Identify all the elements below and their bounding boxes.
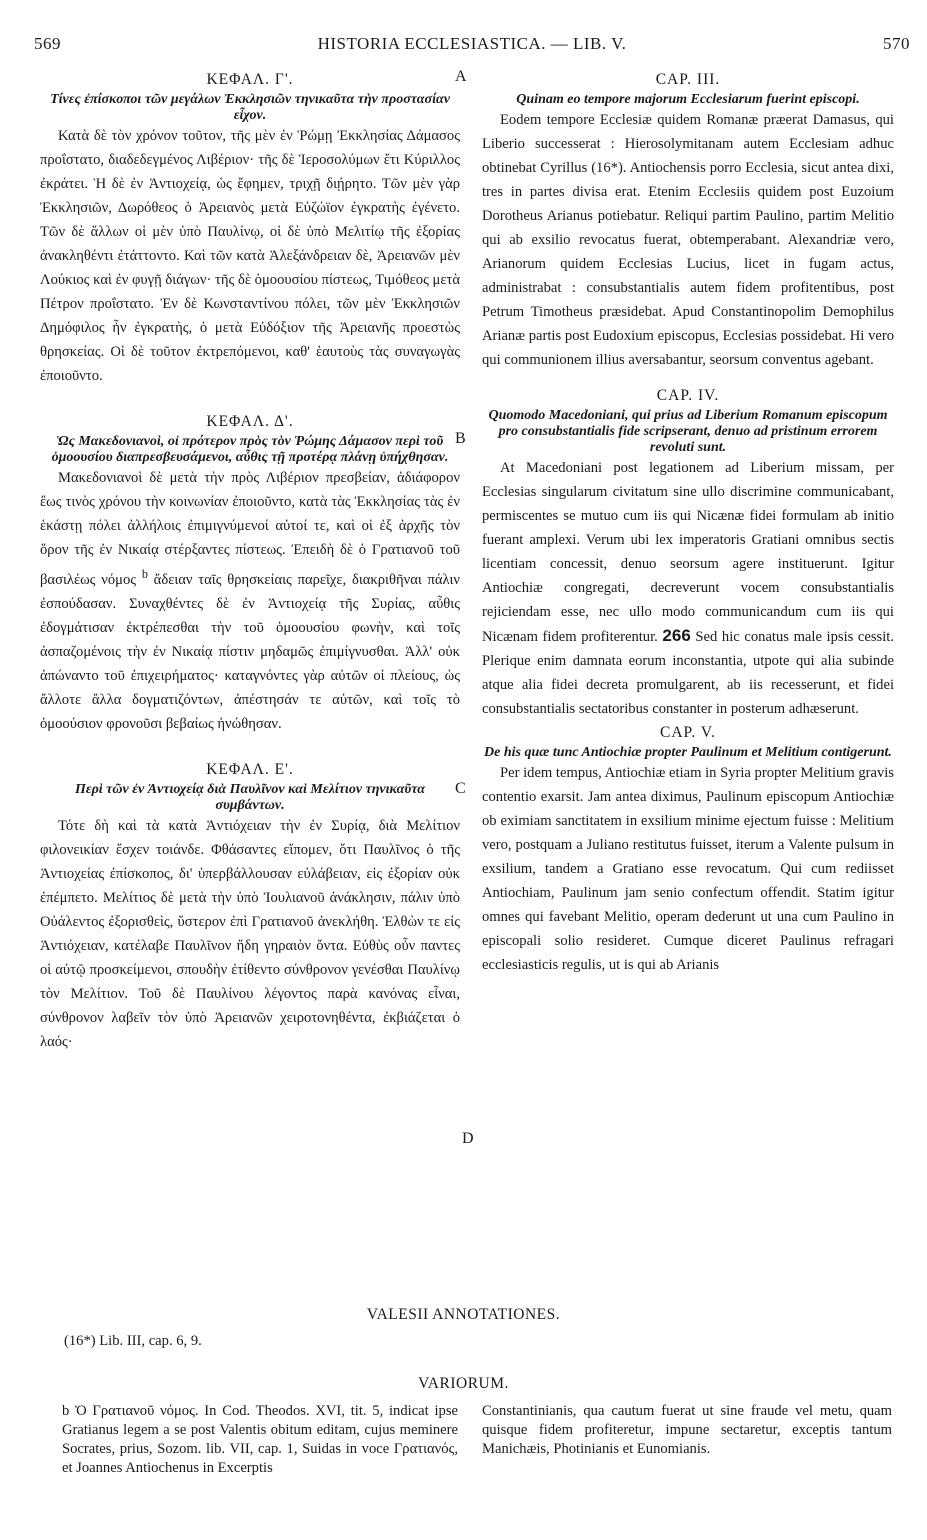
latin-chapter-4-text-part-2: Sed hic conatus male ipsis cessit. Plerique enim damnata eorum inconstantia, utpote qui alia subinde atque alia fidei decreta promulgarent, ab iis recesserunt, et fidei consubstantialis sectatoribus constanter in posterum adhæserunt. [482, 629, 894, 717]
valesii-heading: VALESII ANNOTATIONES. [366, 1306, 561, 1323]
greek-chapter-5-heading: ΚΕΦΑΛ. Ε'. [206, 760, 294, 778]
greek-column [40, 68, 460, 1054]
margin-marker-d: D [462, 1130, 474, 1147]
greek-chapter-3-heading: ΚΕΦΑΛ. Γ'. [206, 71, 294, 88]
latin-chapter-3-heading: CAP. III. [655, 71, 721, 88]
running-head: HISTORIA ECCLESIASTICA. — LIB. V. [317, 34, 627, 53]
greek-chapter-5-text: Τότε δὴ καὶ τὰ κατὰ Ἀντιόχειαν τὴν ἐν Συρίᾳ, διὰ Μελίτιον φιλονεικίαν ἔσχεν τοιάνδε. Φθάσαντες εἴπομεν, ὅτι Παυλῖνος ὁ τῆς Ἀντιοχείας ἐπίσκοπος, δι' ὑπερβάλλουσαν εὐλάβειαν, εἰς ἐξορίαν οὐκ ἐπέμπετο. Μελίτιος δὲ μετὰ τὴν ὑπὸ Ἰουλιανοῦ ἀνάκλησιν, πάλιν ὑπὸ Οὐάλεντος ἐξορισθεὶς, ὕστερον ἐπὶ Γρατιανοῦ ἀνεκλήθη. Ἐλθὼν τε εἰς Ἀντιόχειαν, κατέλαβε Παυλῖνον ἤδη γηραιὸν ὄντα. Εὐθὺς οὖν παντες οἱ αὐτῷ προσκείμενοι, σπουδὴν ἐτίθεντο σύνθρονον γενέσθαι Παυλίνῳ τὸν Μελίτιον. Τοῦ δὲ Παυλίνου λέγοντος παρὰ κανόνας εἶναι, σύνθρονον λαβεῖν τὸν ὑπὸ Ἀρειανῶν χειροτονηθέντα, ἐκβιάζεται ὁ λαός· [40, 817, 460, 1050]
valesii-note: (16*) Lib. III, cap. 6, 9. [64, 1333, 202, 1349]
variorum-note-right-text: Constantinianis, qua cautum fuerat ut sine fraude vel metu, quam quisque fidem profiteretur, impune sectaretur, exceptis tantum Manichæis, Photinianis et Eunomianis. [482, 1403, 892, 1457]
greek-chapter-3-title: Τίνες ἐπίσκοποι τῶν μεγάλων Ἐκκλησιῶν τηνικαῦτα τὴν προστασίαν εἶχον. [50, 92, 450, 123]
margin-marker-b: B [455, 430, 466, 447]
page-number-left: 569 [34, 34, 61, 53]
footnote-ref-b: b [141, 567, 148, 581]
latin-chapter-5-title: De his quæ tunc Antiochiæ propter Paulinum et Melitium contigerunt. [484, 745, 892, 760]
greek-chapter-5-title: Περὶ τῶν ἐν Ἀντιοχείᾳ διὰ Παυλῖνον καὶ Μελίτιον τηνικαῦτα συμβάντων. [74, 781, 426, 813]
variorum-note-right [482, 1402, 892, 1459]
latin-chapter-5-text: Per idem tempus, Antiochiæ etiam in Syria propter Melitium gravis contentio exarsit. Jam antea diximus, Paulinum episcopum Antiochiæ ob eximiam sanctitatem in exsilium minime ejectum fuisse : Melitium vero, postquam a Juliano restitutus fuisset, iterum a Valente pulsum in exsilium, tandem a Gratiano esse revocatum. Qui cum rediisset Antiochiam, Paulinum jam senio confectum offendit. Statim igitur omnes qui favebant Melitio, operam dederunt ut una cum Paulino in episcopali solio resideret. Cumque diceret Paulinus refragari ecclesiasticis regulis, ut is qui ab Arianis [482, 765, 894, 973]
greek-chapter-4-text [40, 466, 460, 736]
greek-chapter-4-heading: ΚΕΦΑΛ. Δ'. [206, 413, 294, 430]
latin-column [482, 68, 894, 977]
latin-chapter-4-title: Quomodo Macedoniani, qui prius ad Liberium Romanum episcopum pro consubstantialis fide scripserant, denuo ad pristinum errorem revoluti sunt. [488, 408, 888, 455]
latin-chapter-3-text: Eodem tempore Ecclesiæ quidem Romanæ præerat Damasus, qui Liberio successerat : Hierosolymitanam autem Ecclesiam adhuc obtinebat Cyrillus (16*). Antiochensis porro Ecclesia, sicut antea dixi, tres in partes divisa erat. Etenim Ecclesiis quidem post Euzoium Dorotheus Arianus potiebatur. Reliqui partim Paulino, partim Melitio qui ab exsilio revocatus fuerat, obtemperabant. Alexandriæ vero, Arianorum quidem Ecclesias Lucius, licet in fugam actus, administrabat : consubstantialis autem fidem profitentibus, post Petrum Timotheus præsidebat. Apud Constantinopolim Demophilus Arianæ partis post Eudoxium episcopus, Ecclesias possidebat. Hi vero qui communionem illius aversabantur, seorsum conventus agebant. [482, 112, 894, 368]
latin-chapter-4-text [482, 456, 894, 721]
greek-chapter-4-title: Ὡς Μακεδονιανοὶ, οἱ πρότερον πρὸς τὸν Ῥώμης Δάμασον περὶ τοῦ ὁμοουσίου διαπρεσβευσάμενοι, αὖθις τῇ προτέρᾳ πλάνῃ ὑπήχθησαν. [51, 434, 449, 465]
page-number-right: 570 [883, 34, 910, 53]
variorum-note-left-text: b Ὁ Γρατιανοῦ νόμος. In Cod. Theodos. XVI, tit. 5, indicat ipse Gratianus legem a se post Valentis obitum editam, cujus meminere Socrates, prius, Sozom. lib. VII, cap. 1, Suidas in voce Γρατιανός, et Joannes Antiochenus in Excerptis [62, 1403, 458, 1476]
greek-chapter-4-text-part-2: ἄδειαν ταῖς θρησκείαις παρεῖχε, διακριθῆναι πάλιν ἐσπούδασαν. Συναχθέντες δὲ ἐν Ἀντιοχείᾳ τῆς Συρίας, αὖθις ἐδογμάτισαν ἐκτρέπεσθαι τὴν τοῦ ὁμοουσίου φωνὴν, καὶ τοῖς ἀσπαζομένοις τὴν ἐν Νικαίᾳ πίστιν μηδαμῶς ἐπιμίγνυσθαι. Ἀλλ' οὐκ ἀπώναντο τοῦ ἐπιχειρήματος· καταγνόντες γὰρ αὐτῶν οἱ πλείους, ὡς ἄλλοτε ἄλλα δογματιζόντων, ἀπέστησάν τε αὐτῶν, καὶ τοῖς τὸ ὁμοούσιον φρονοῦσι βεβαίως ἡνώθησαν. [40, 571, 460, 732]
greek-chapter-4-text-part-1: Μακεδονιανοὶ δὲ μετὰ τὴν πρὸς Λιβέριον πρεσβείαν, ἀδιάφορον ἕως τινὸς χρόνου τὴν κοινωνίαν ἐποιοῦντο, κατὰ τὰς Ἐκκλησίας τὰς ἐν ἑκάστῃ πόλει ἀλλήλοις ἐπιμιγνύμενοί αὐτοί τε, καὶ οἱ ἐξ ἀρχῆς τὸν ὅρον τῆς ἐν Νικαίᾳ στέρξαντες πίστεως. Ἐπειδὴ δὲ ὁ Γρατιανοῦ τοῦ βασιλέως νόμος [40, 470, 460, 588]
margin-marker-c: C [455, 780, 466, 797]
edition-page-number: 266 [662, 626, 691, 645]
variorum-heading: VARIORUM. [418, 1375, 509, 1392]
greek-chapter-3-text: Κατὰ δὲ τὸν χρόνον τοῦτον, τῆς μὲν ἐν Ῥώμῃ Ἐκκλησίας Δάμασος προΐστατο, διαδεδεγμένος Λιβέριον· τῆς δὲ Ἱεροσολύμων ἔτι Κύριλλος ἐκράτει. Ἡ δὲ ἐν Ἀντιοχείᾳ, ὡς ἔφημεν, τριχῇ διῄρητο. Τῶν μὲν γὰρ Ἐκκλησιῶν, Δωρόθεος ὁ Ἀρειανὸς μετὰ Εὐζώϊον ἐγκρατὴς ἐγένετο. Τῶν δὲ ἄλλων οἱ μὲν ὑπὸ Παυλίνῳ, οἱ δὲ ὑπὸ Μελιτίῳ τῆς ἐξορίας ἀνακληθέντι ἐτάττοντο. Καὶ τῶν κατὰ Ἀλεξάνδρειαν δὲ, Ἀρειανῶν μὲν Λούκιος καὶ ἐν φυγῇ διάγων· τῆς δὲ ὁμοουσίου πίστεως, Τιμόθεος μετὰ Πέτρον προΐστατο. Ἐν δὲ Κωνσταντίνου πόλει, τῶν μὲν Ἐκκλησιῶν Δημόφιλος ἦν ἐγκρατὴς, ὁ μετὰ Εὐδόξιον τῆς Ἀρειανῆς προεστὼς θρησκείας. Οἱ δὲ τοῦτον ἐκτρεπόμενοι, καθ' ἑαυτοὺς τὰς συναγωγὰς ἐποιοῦντο. [40, 128, 460, 384]
variorum-note-left [62, 1402, 458, 1478]
latin-chapter-5-heading: CAP. V. [660, 724, 716, 741]
page-header [34, 34, 910, 58]
latin-chapter-3-title: Quinam eo tempore majorum Ecclesiarum fuerint episcopi. [516, 92, 860, 107]
latin-chapter-4-heading: CAP. IV. [656, 387, 720, 404]
latin-chapter-4-text-part-1: At Macedoniani post legationem ad Liberium missam, per Ecclesias singularum civitatum sine ullo discrimine communicabant, permiscentes se mutuo cum iis qui Nicænæ fidei formulam ab initio fuerant amplexi. Verum ubi lex imperatoris Gratiani omnibus sectis licentiam concessit, denuo seorsum agere instituerunt. Igitur Antiochiæ congregati, decreverunt vocem consubstantialis rejiciendam esse, nec ullo modo communicandum cum iis qui Nicænam fidem profiterentur. [482, 460, 894, 645]
margin-marker-a: A [455, 68, 467, 85]
